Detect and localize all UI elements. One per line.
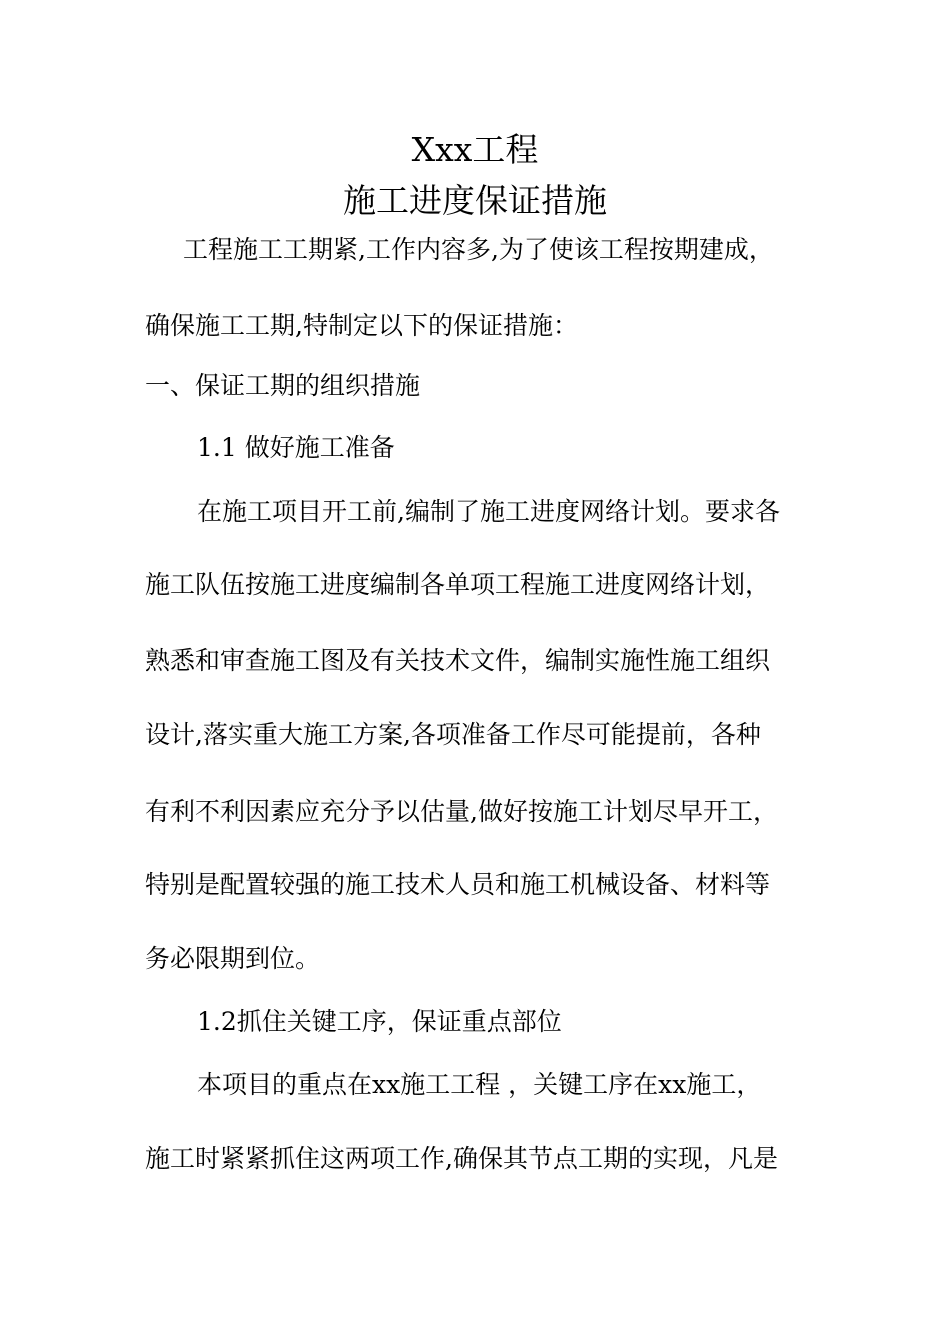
paragraph-line: 本项目的重点在xx施工工程 ，关键工序在xx施工，: [197, 1070, 762, 1099]
section-heading: 一、保证工期的组织措施: [145, 371, 421, 400]
document-subtitle: 施工进度保证措施: [343, 181, 607, 220]
paragraph-line: 工程施工工期紧,工作内容多,为了使该工程按期建成，: [183, 235, 774, 264]
subsection-heading: 1.1 做好施工准备: [197, 433, 395, 462]
paragraph-line: 务必限期到位。: [145, 944, 321, 973]
paragraph-line: 施工时紧紧抓住这两项工作,确保其节点工期的实现，凡是: [145, 1144, 778, 1173]
subsection-heading: 1.2抓住关键工序，保证重点部位: [197, 1007, 562, 1036]
document-title: Xxx工程: [411, 130, 539, 169]
paragraph-line: 设计,落实重大施工方案,各项准备工作尽可能提前，各种: [145, 720, 761, 749]
paragraph-line: 特别是配置较强的施工技术人员和施工机械设备、材料等: [145, 870, 771, 899]
paragraph-line: 熟悉和审查施工图及有关技术文件，编制实施性施工组织: [145, 646, 771, 675]
paragraph-line: 施工队伍按施工进度编制各单项工程施工进度网络计划，: [145, 570, 771, 599]
paragraph-line: 确保施工工期,特制定以下的保证措施：: [145, 311, 578, 340]
paragraph-line: 在施工项目开工前,编制了施工进度网络计划。要求各: [197, 497, 780, 526]
paragraph-line: 有利不利因素应充分予以估量,做好按施工计划尽早开工，: [145, 797, 778, 826]
